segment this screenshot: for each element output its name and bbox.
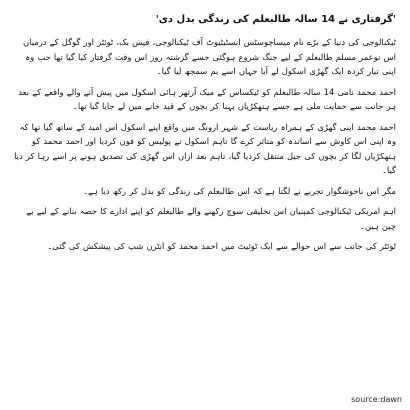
source-credit: source:dawn (351, 395, 402, 404)
paragraph-6: ٹوئٹر کی جانب سے اس حوالے سے ایک ٹوئیٹ میں احمد محمد کو انٹرن شپ کی پیشکش کی گئی۔ (47, 241, 396, 251)
paragraph-2: احمد محمد نامی 14 سالہ طالبعلم کو ٹیکساس کے میک آرتھر ہائی اسکول میں پیش آنے والے واقعے کے بعد ہر جانب سے حمایت ملی ہے جسے ہتھکڑیاں پہنا کر بچوں کے قید خانے میں لے جایا گیا تھا۔ (18, 86, 396, 111)
paragraph-5: اہم امریکی ٹیکنالوجی کمپنیاں اس تخلیقی سوچ رکھنے والے طالبعلم کو اپنے ادارے کا حصہ بنانے کے لیے بے چین ہیں۔ (26, 206, 396, 231)
paragraph-3: احمد محمد اپنی گھڑی کے ہمراہ ریاست کے شہر ارونگ میں واقع اپنے اسکول اس امید کے ساتھ گیا تھا کہ وہ اپنی اس کاوش سے اساتذہ کو متاثر کرے گا تاہم اسکول نے پولیس کو فون کردیا اور احمد محمد کو ہتھکڑیاں لگا کر بچوں کی جیل منتقل کردیا گیا، تاہم بعد ازاں اس گھڑی کی تصدیق ہونے پر اسے رہا کر دیا گیا۔ (14, 121, 396, 175)
paragraph-1: ٹیکنالوجی کی دنیا کے بڑے نام میساچوسٹس انسٹیٹیوٹ آف ٹیکنالوجی، فیس بک، ٹوئٹر اور گوگل کے درمیان اس نوعمر مسلم طالبعلم کے لیے جنگ شروع ہوگئی جسے گزشتہ روز اس وقت گرفتار کیا گیا تھا جب وہ اپنی تیار کردہ ایک گھڑی اسکول لے آیا جہاں اسے بم سمجھ لیا گیا۔ (23, 37, 396, 76)
article-body (12, 0, 396, 410)
article-headline: 'گرفتاری نے 14 سالہ طالبعلم کی زندگی بدل دی' (155, 14, 396, 25)
paragraph-4: مگر اس ناخوشگوار تجربے نے لگتا ہے کہ اس طالبعلم کی زندگی کو بدل کر رکھ دیا ہے۔ (83, 185, 396, 196)
